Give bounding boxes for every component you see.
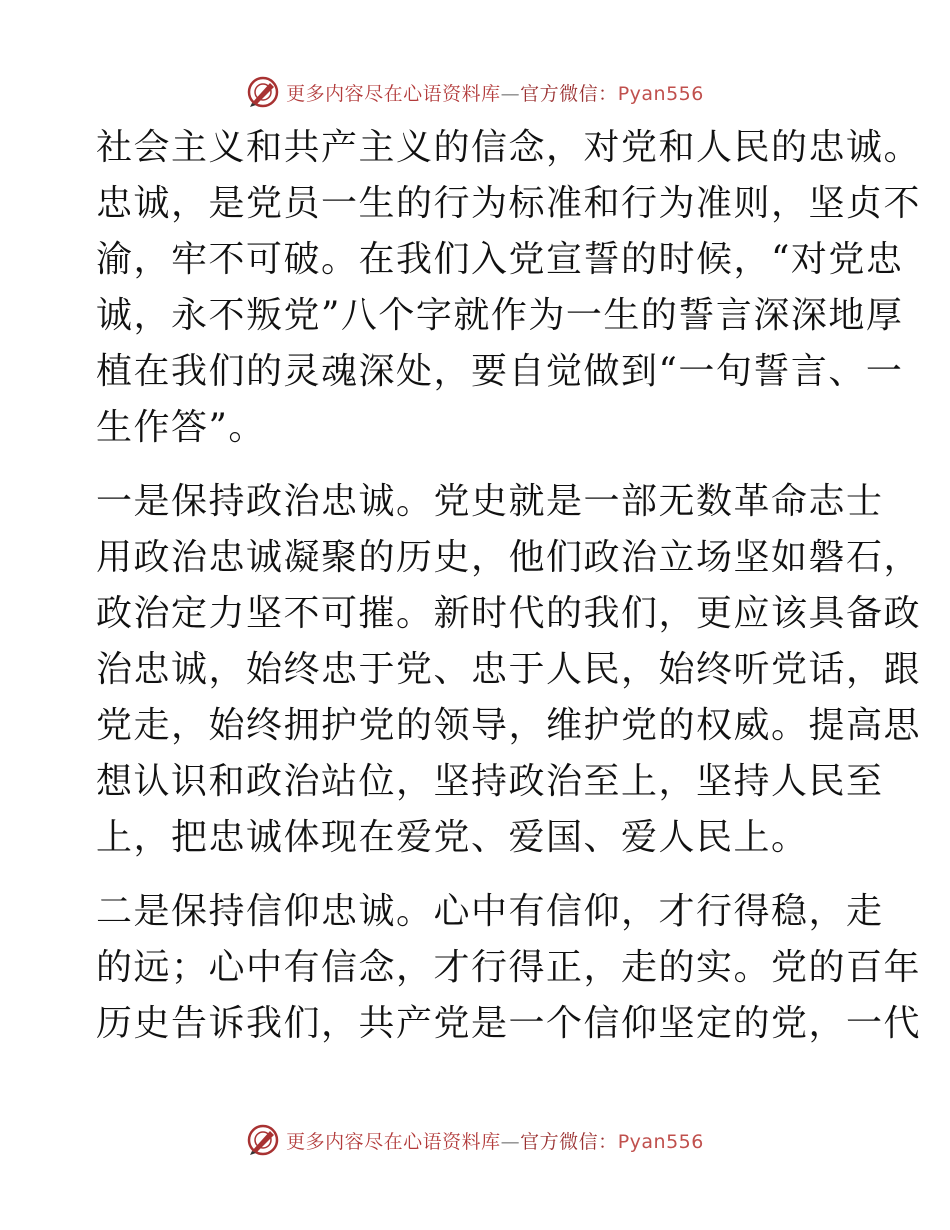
text-line: 政治定力坚不可摧。新时代的我们，更应该具备政 [96, 593, 922, 634]
text-line: 的远；心中有信念，才行得正，走的实。党的百年 [96, 947, 922, 988]
footer-wechat-id: Pyan556 [617, 1130, 704, 1153]
text-line: 治忠诚，始终忠于党、忠于人民，始终听党话，跟 [96, 649, 922, 690]
text-line: 社会主义和共产主义的信念，对党和人民的忠诚。 [96, 127, 922, 168]
header-banner [0, 72, 950, 112]
footer-separator: — [500, 1130, 521, 1153]
footer-slogan: 更多内容尽在心语资料库 [286, 1130, 501, 1153]
text-line: 渝，牢不可破。在我们入党宣誓的时候，“对党忠 [96, 239, 904, 280]
document-body [96, 120, 922, 1052]
header-wechat-id: Pyan556 [617, 82, 704, 105]
text-line: 党走，始终拥护党的领导，维护党的权威。提高思 [96, 705, 922, 746]
footer-wechat-label: 官方微信： [520, 1130, 618, 1153]
header-banner-text [286, 79, 704, 106]
paragraph-3 [96, 884, 922, 1052]
text-line: 用政治忠诚凝聚的历史，他们政治立场坚如磐石， [96, 537, 922, 578]
text-line: 一是保持政治忠诚。党史就是一部无数革命志士 [96, 481, 884, 522]
paragraph-2 [96, 474, 922, 866]
paragraph-1 [96, 120, 922, 456]
text-line: 生作答”。 [96, 407, 266, 448]
pen-logo-icon [246, 1123, 280, 1157]
footer-banner-text [286, 1127, 704, 1154]
pen-logo-icon [246, 75, 280, 109]
text-line: 想认识和政治站位，坚持政治至上，坚持人民至 [96, 761, 884, 802]
header-wechat-label: 官方微信： [520, 82, 618, 105]
header-slogan: 更多内容尽在心语资料库 [286, 82, 501, 105]
text-line: 诚，永不叛党”八个字就作为一生的誓言深深地厚 [96, 295, 904, 336]
text-line: 植在我们的灵魂深处，要自觉做到“一句誓言、一 [96, 351, 904, 392]
text-line: 上，把忠诚体现在爱党、爱国、爱人民上。 [96, 817, 809, 858]
text-line: 二是保持信仰忠诚。心中有信仰，才行得稳，走 [96, 891, 884, 932]
header-separator: — [500, 82, 521, 105]
text-line: 忠诚，是党员一生的行为标准和行为准则，坚贞不 [96, 183, 922, 224]
text-line: 历史告诉我们，共产党是一个信仰坚定的党，一代 [96, 1003, 922, 1044]
footer-banner [0, 1120, 950, 1160]
